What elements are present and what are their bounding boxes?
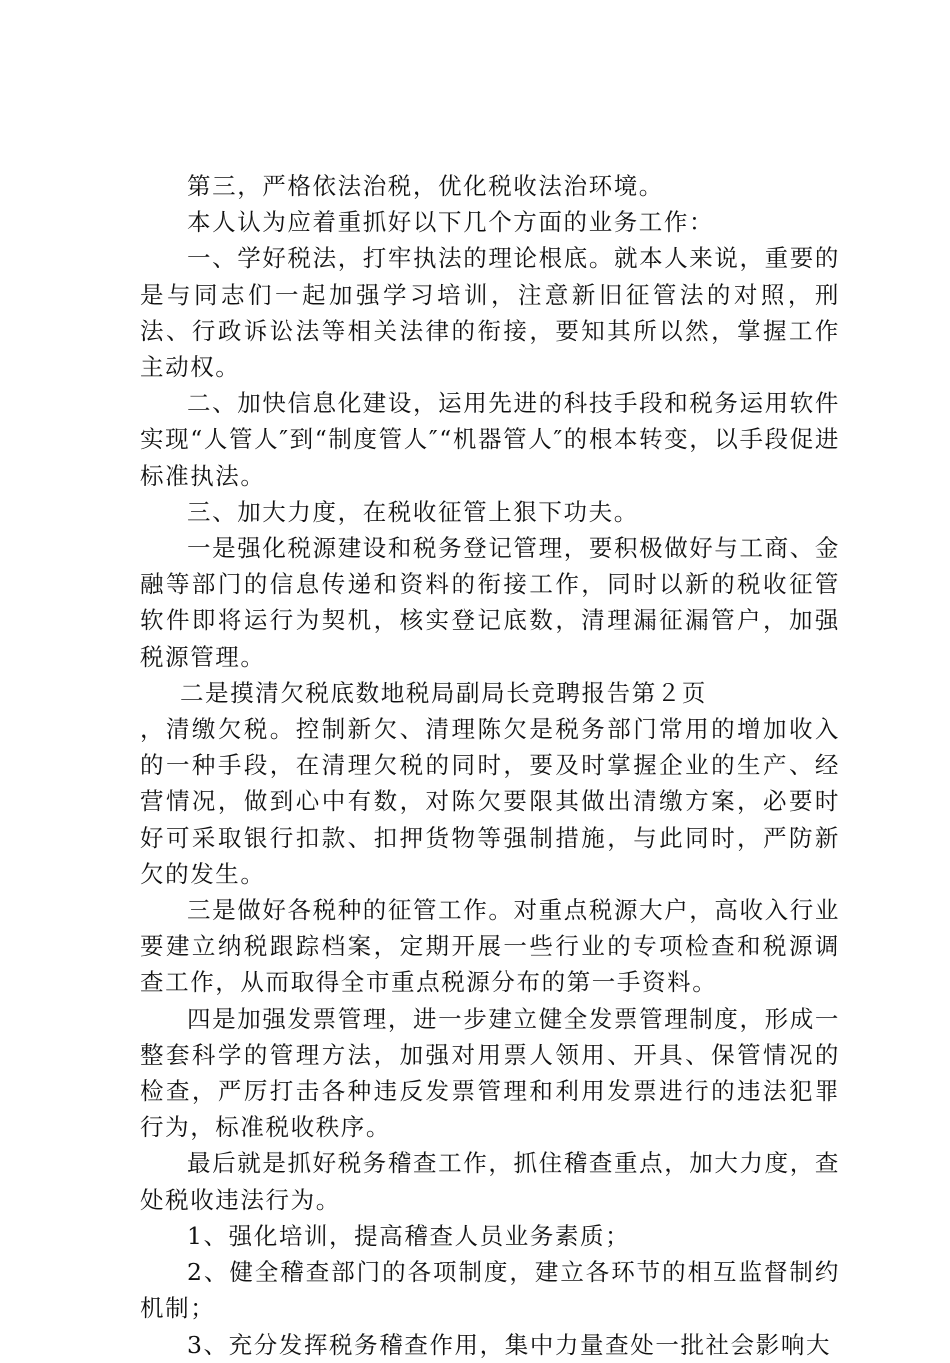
- list-item: 3、充分发挥税务稽查作用，集中力量查处一批社会影响大: [187, 1330, 832, 1359]
- paragraph: 二、加快信息化建设，运用先进的科技手段和税务运用软件实现“人管人″到“制度管人″“机器管人″的根本转变，以手段促进标准执法。: [140, 389, 840, 490]
- paragraph: 三、加大力度，在税收征管上狠下功夫。: [187, 497, 639, 526]
- paragraph: 本人认为应着重抓好以下几个方面的业务工作：: [187, 208, 715, 237]
- paragraph: 一、学好税法，打牢执法的理论根底。就本人来说，重要的是与同志们一起加强学习培训，注意新旧征管法的对照，刑法、行政诉讼法等相关法律的衔接，要知其所以然，掌握工作主动权。: [140, 244, 840, 382]
- paragraph: 第三，严格依法治税，优化税收法治环境。: [187, 172, 664, 200]
- paragraph-with-page-marker: 二是摸清欠税底数地税局副局长竞聘报告第２页: [179, 678, 708, 707]
- paragraph: 一是强化税源建设和税务登记管理，要积极做好与工商、金融等部门的信息传递和资料的衔接工作，同时以新的税收征管软件即将运行为契机，核实登记底数，清理漏征漏管户，加强税源管理。: [140, 534, 840, 671]
- document-body: [140, 168, 840, 1363]
- paragraph-continuation: ，清缴欠税。控制新欠、清理陈欠是税务部门常用的增加收入的一种手段，在清理欠税的同时，要及时掌握企业的生产、经营情况，做到心中有数，对陈欠要限其做出清缴方案，必要时好可采取银行扣款、扣押货物等强制措施，与此同时，严防新欠的发生。: [140, 715, 840, 888]
- paragraph: 四是加强发票管理，进一步建立健全发票管理制度，形成一整套科学的管理方法，加强对用票人领用、开具、保管情况的检查，严厉打击各种违反发票管理和利用发票进行的违法犯罪行为，标准税收秩序。: [140, 1004, 840, 1142]
- list-item: 1、强化培训，提高稽查人员业务素质；: [187, 1221, 631, 1250]
- paragraph: 三是做好各税种的征管工作。对重点税源大户，高收入行业要建立纳税跟踪档案，定期开展一些行业的专项检查和税源调查工作，从而取得全市重点税源分布的第一手资料。: [140, 896, 840, 997]
- paragraph: 最后就是抓好税务稽查工作，抓住稽查重点，加大力度，查处税收违法行为。: [140, 1149, 840, 1214]
- list-item: 2、健全稽查部门的各项制度，建立各环节的相互监督制约机制；: [140, 1258, 840, 1323]
